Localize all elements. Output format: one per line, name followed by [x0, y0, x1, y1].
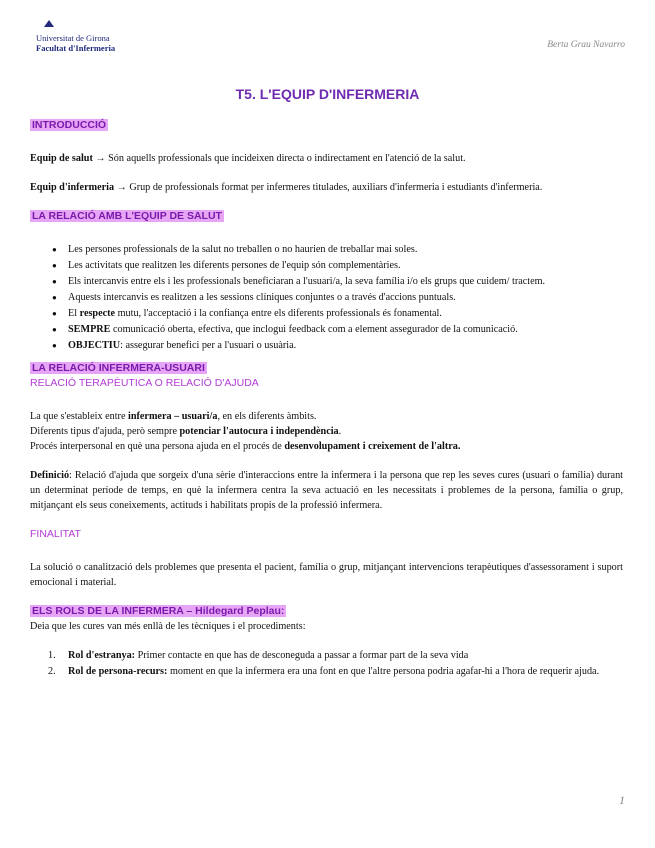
line-text: Diferents tipus d'ajuda, però sempre [30, 426, 180, 437]
document-body [30, 118, 623, 680]
list-item-bold: respecte [79, 308, 116, 319]
text-equip-salut: Són aquells professionals que incideixen directa o indirectament en l'atenció de la salut. [105, 153, 466, 164]
list-item-term: Rol de persona-recurs: [68, 666, 168, 677]
page-number: 1 [619, 793, 625, 807]
heading-rols: ELS ROLS DE LA INFERMERA – Hildegard Peplau: [32, 605, 285, 617]
list-item [30, 664, 623, 679]
list-item [52, 322, 623, 338]
heading-finalitat: FINALITAT [30, 528, 81, 540]
list-item-text: Primer contacte en que has de desconeguda a passar a formar part de la seva vida [135, 650, 469, 661]
section-relacio-equip [30, 209, 623, 354]
list-item [30, 648, 623, 663]
arrow-icon: → [95, 153, 106, 164]
faculty-name: Facultat d'Infermeria [36, 43, 116, 53]
list-item-text: El [68, 308, 80, 319]
paragraph-finalitat: La solució o canalització dels problemes que presenta el pacient, família o grup, mitjançant intervencions terapèutiques d'assessorament i suport emocional i material. [30, 562, 623, 588]
text-definicio: : Relació d'ajuda que sorgeix d'una sèrie d'interaccions entre la infermera i la persona que rep les seves cures (usuari o família) durant un determinat període de temps, en què la infermera centra la seva actuació en les necessitats i problemes de la persona, família o grup, mitjançant els seus coneixements, actituds i habilitats propis de la professió infermera. [30, 470, 623, 511]
logo-mark-icon [44, 20, 54, 27]
list-number: 1. [48, 650, 56, 661]
heading-relacio-equip: LA RELACIÓ AMB L'EQUIP DE SALUT [32, 210, 222, 222]
heading-relacio-usuari: LA RELACIÓ INFERMERA-USUARI [32, 362, 205, 374]
bullet-list [30, 242, 623, 354]
list-number: 2. [48, 666, 56, 677]
paragraph-definicio [30, 468, 623, 513]
line-ajuda [30, 424, 623, 439]
list-item: ● Les activitats que realitzen les diferents persones de l'equip són complementàries. [52, 258, 623, 274]
list-item: ● Aquests intercanvis es realitzen a les sessions clíniques conjuntes o a través d'accions puntuals. [52, 290, 623, 306]
paragraph-equip-infermeria [30, 180, 623, 195]
university-name: Universitat de Girona [36, 33, 110, 43]
list-item-term: Rol d'estranya: [68, 650, 136, 661]
university-logo [36, 26, 115, 53]
list-item: ● Els intercanvis entre els i les professionals beneficiaran a l'usuari/a, la seva família i/o els grups que cuidem/ tractem. [52, 274, 623, 290]
section-intro [30, 118, 623, 195]
line-bold: infermera – usuari/a [128, 411, 218, 422]
paragraph-equip-salut [30, 151, 623, 166]
line-relacio [30, 409, 623, 424]
list-item-text: : assegurar benefici per a l'usuari o usuària. [120, 340, 297, 351]
list-item-text: moment en que la infermera era una font en que l'altre persona podria agafar-hi a l'hora de requerir ajuda. [167, 666, 600, 677]
section-rols [30, 604, 623, 679]
line-bold: desenvolupament i creixement de l'altra. [284, 441, 461, 452]
line-proces [30, 439, 623, 454]
term-definicio: Definició [30, 470, 70, 481]
heading-introduccio: INTRODUCCIÓ [32, 119, 107, 131]
list-item-bold: SEMPRE [68, 324, 111, 335]
term-equip-infermeria: Equip d'infermeria [30, 182, 115, 193]
line-text: La que s'estableix entre [30, 411, 129, 422]
text-equip-infermeria: Grup de professionals format per infermeres titulades, auxiliars d'infermeria i estudiants d'infermeria. [126, 182, 543, 193]
line-text: . [338, 426, 342, 437]
line-bold: potenciar l'autocura i independència [179, 426, 339, 437]
list-item: ● Les persones professionals de la salut no treballen o no haurien de treballar mai soles. [52, 242, 623, 258]
arrow-icon: → [116, 182, 127, 193]
page-title: T5. L'EQUIP D'INFERMERIA [235, 86, 420, 102]
list-item-text: comunicació oberta, efectiva, que inclogui feedback com a element assegurador de la comunicació. [110, 324, 518, 335]
author-name: Berta Grau Navarro [547, 40, 625, 50]
list-item-bold: OBJECTIU [68, 340, 121, 351]
line-text: , en els diferents àmbits. [217, 411, 317, 422]
section-relacio-usuari [30, 361, 623, 513]
list-item [52, 338, 623, 354]
line-text: Procés interpersonal en què una persona ajuda en el procés de [30, 441, 285, 452]
section-finalitat [30, 527, 623, 590]
paragraph-rols-intro: Deia que les cures van més enllà de les tècniques i el procediments: [30, 621, 306, 632]
list-item [52, 306, 623, 322]
numbered-list [30, 648, 623, 679]
subheading-relacio-terapeutica: RELACIÓ TERAPÈUTICA O RELACIÓ D'AJUDA [30, 377, 259, 389]
term-equip-salut: Equip de salut [30, 153, 93, 164]
list-item-text: mutu, l'acceptació i la confiança entre els diferents professionals és fonamental. [115, 308, 442, 319]
